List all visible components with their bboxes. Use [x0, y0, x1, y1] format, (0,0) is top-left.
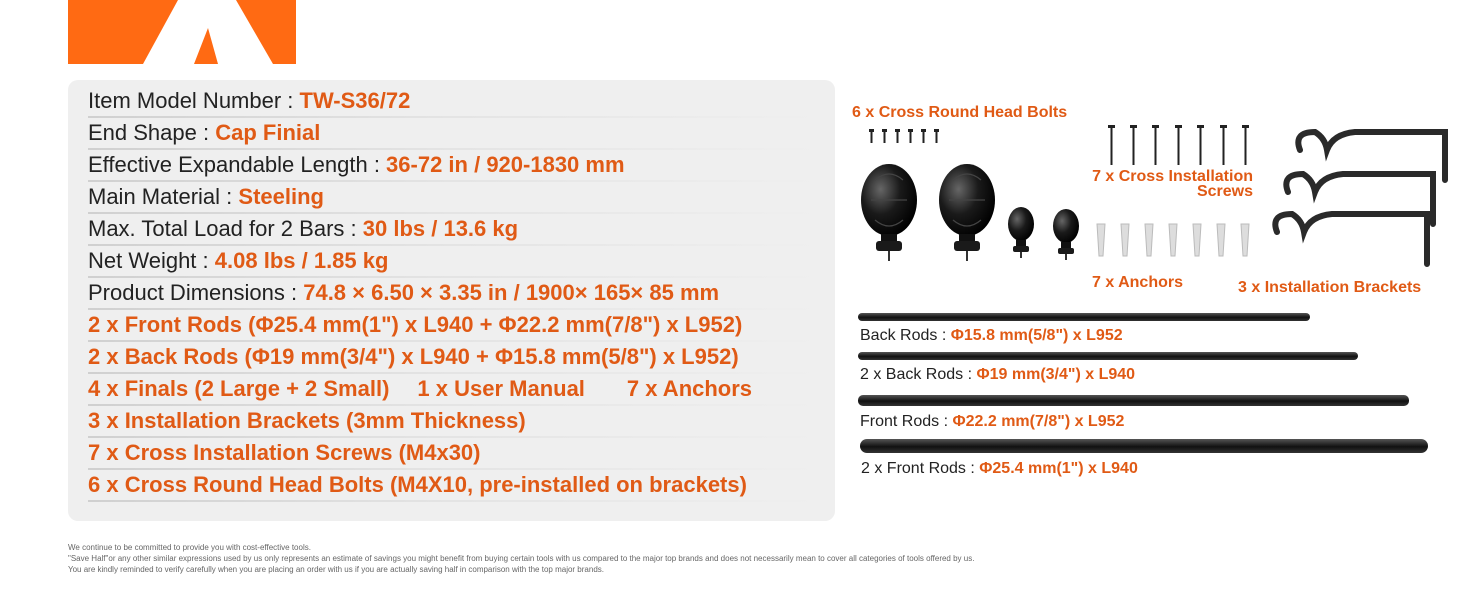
spec-label: Net Weight	[88, 248, 203, 273]
anchors-label: 7 x Anchors	[1092, 274, 1183, 291]
rod-label: Back Rods : Φ15.8 mm(5/8") x L952	[860, 327, 1123, 344]
spec-row-end-shape: End Shape : Cap Finial	[88, 120, 321, 145]
brackets-label: 3 x Installation Brackets	[1238, 279, 1422, 296]
spec-row-dimensions: Product Dimensions : 74.8 × 6.50 × 3.35 in / 1900× 165× 85 mm	[88, 280, 720, 305]
contents-anchors: 7 x Anchors	[626, 376, 753, 401]
spec-row-weight: Net Weight : 4.08 lbs / 1.85 kg	[88, 248, 389, 273]
spec-label: Main Material	[88, 184, 221, 209]
rod-label: Front Rods : Φ22.2 mm(7/8") x L952	[860, 413, 1125, 430]
contents-screws: 7 x Cross Installation Screws (M4x30)	[88, 440, 481, 465]
spec-value: 36-72 in / 920-1830 mm	[386, 152, 625, 177]
rod-back-short	[858, 313, 1310, 321]
spec-row-length: Effective Expandable Length : 36-72 in / 920-1830 mm	[88, 152, 625, 177]
spec-label: Item Model Number	[88, 88, 282, 113]
screws-label: 7 x Cross Installation Screws	[1092, 168, 1253, 200]
spec-value: TW-S36/72	[299, 88, 411, 113]
brand-logo-graphic	[68, 0, 296, 64]
spec-row-material: Main Material : Steeling	[88, 184, 324, 209]
spec-value: Steeling	[238, 184, 324, 209]
contents-manual: 1 x User Manual	[417, 376, 585, 401]
spec-label: Effective Expandable Length	[88, 152, 368, 177]
small-finial-icon	[1053, 209, 1079, 260]
rod-label: 2 x Back Rods : Φ19 mm(3/4") x L940	[860, 366, 1136, 383]
spec-value: 74.8 × 6.50 × 3.35 in / 1900× 165× 85 mm	[303, 280, 720, 305]
spec-value: Cap Finial	[215, 120, 321, 145]
hardware-illustration	[845, 120, 1460, 300]
rod-front-long	[860, 439, 1428, 453]
spec-value: 4.08 lbs / 1.85 kg	[214, 248, 389, 273]
disclaimer: We continue to be committed to provide you with cost-effective tools. "Save Half"or any other similar expressions used by us only represents an estimate of savings you might benefit from buying certain tools with us compared to the major top brands and does not necessarily mean to cover all categories of tools offered by us. You are kindly reminded to verify carefully when you are placing an order with us if you are actually saving half in comparison with the top major brands.	[68, 543, 975, 574]
contents-front-rods: 2 x Front Rods (Φ25.4 mm(1") x L940 + Φ22.2 mm(7/8") x L952)	[88, 312, 743, 337]
contents-finals: 4 x Finals (2 Large + 2 Small)	[88, 376, 390, 401]
large-finial-icon	[861, 164, 917, 261]
spec-row-load: Max. Total Load for 2 Bars : 30 lbs / 13.6 kg	[88, 216, 519, 241]
rod-back-long	[858, 352, 1358, 360]
spec-value: 30 lbs / 13.6 kg	[362, 216, 519, 241]
specification-panel	[68, 80, 835, 521]
bolt-icon	[869, 129, 939, 143]
spec-label: Product Dimensions	[88, 280, 285, 305]
contents-finals-manual-anchors	[88, 373, 752, 405]
rod-front-short	[858, 395, 1409, 406]
bracket-icon	[1275, 132, 1445, 264]
large-finial-icon	[939, 164, 995, 261]
contents-brackets: 3 x Installation Brackets (3mm Thickness)	[88, 408, 526, 433]
small-finial-icon	[1008, 207, 1034, 258]
anchor-icon	[1097, 224, 1249, 256]
spec-row-model: Item Model Number : TW-S36/72	[88, 88, 411, 113]
contents-bolts: 6 x Cross Round Head Bolts (M4X10, pre-installed on brackets)	[88, 472, 747, 497]
rod-label: 2 x Front Rods : Φ25.4 mm(1") x L940	[861, 460, 1138, 477]
spec-label: End Shape	[88, 120, 197, 145]
screw-icon	[1108, 125, 1249, 165]
spec-label: Max. Total Load for 2 Bars	[88, 216, 345, 241]
bolts-label: 6 x Cross Round Head Bolts	[852, 104, 1068, 121]
contents-back-rods: 2 x Back Rods (Φ19 mm(3/4") x L940 + Φ15.8 mm(5/8") x L952)	[88, 344, 739, 369]
